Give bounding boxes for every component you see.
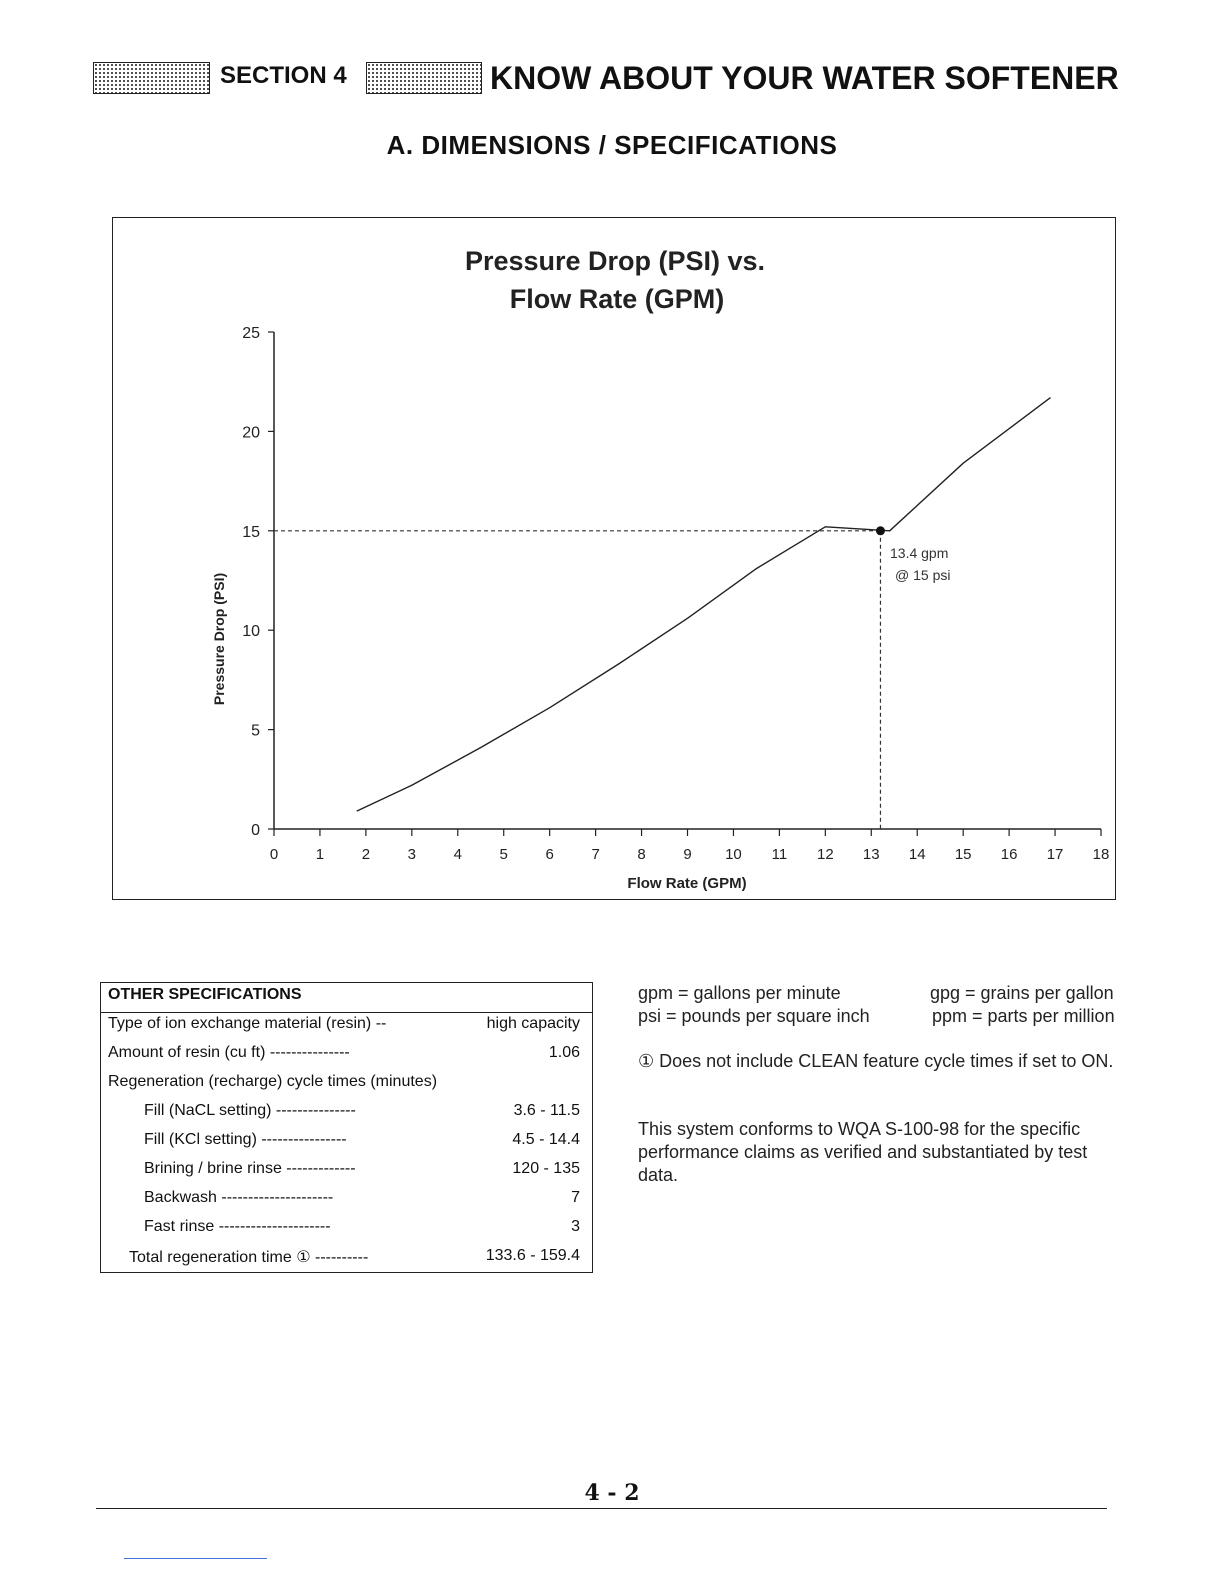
- x-tick-label: 0: [269, 846, 279, 863]
- x-tick-label: 1: [315, 846, 325, 863]
- spec-value: 4.5 - 14.4: [512, 1131, 580, 1148]
- chart-title-line1: Pressure Drop (PSI) vs.: [464, 246, 766, 276]
- section-hatch-box-left: [93, 62, 210, 94]
- x-tick-label: 15: [954, 846, 972, 863]
- x-tick-label: 8: [637, 846, 646, 863]
- spec-label: Fast rinse ---------------------: [144, 1218, 331, 1235]
- table-row: [101, 1015, 592, 1041]
- table-row: [101, 1073, 592, 1099]
- y-tick-label: 0: [251, 822, 260, 839]
- table-row: [101, 1218, 592, 1244]
- note-gpm: gpm = gallons per minute: [638, 983, 841, 1003]
- table-row: [101, 1102, 592, 1128]
- y-tick-label: 20: [242, 424, 260, 442]
- x-tick-label: 14: [908, 846, 926, 863]
- spec-label: Total regeneration time ① ----------: [129, 1249, 369, 1266]
- note-footnote: ① Does not include CLEAN feature cycle times if set to ON.: [638, 1051, 1114, 1071]
- note-conformance: This system conforms to WQA S-100-98 for the specific performance claims as verified and substantiated by test data.: [638, 1119, 1088, 1185]
- note-ppm: ppm = parts per million: [932, 1006, 1115, 1026]
- spec-value: 7: [571, 1189, 580, 1206]
- x-tick-label: 10: [725, 846, 742, 863]
- section-subtitle: A. DIMENSIONS / SPECIFICATIONS: [386, 130, 838, 160]
- spec-value: high capacity: [486, 1015, 580, 1032]
- x-tick-label: 16: [1000, 846, 1018, 863]
- y-tick-label: 5: [251, 722, 260, 740]
- x-tick-label: 6: [545, 846, 554, 863]
- reference-point-marker: [876, 526, 885, 535]
- spec-value: 1.06: [548, 1044, 580, 1061]
- x-tick-label: 18: [1092, 846, 1110, 863]
- spec-label: Type of ion exchange material (resin) --: [108, 1015, 387, 1032]
- spec-value: 133.6 - 159.4: [485, 1247, 580, 1264]
- pressure-drop-chart: [113, 218, 1117, 901]
- table-row: [101, 1189, 592, 1215]
- page-title: KNOW ABOUT YOUR WATER SOFTENER: [490, 60, 1119, 96]
- annotation-pressure: @ 15 psi: [895, 567, 951, 583]
- section-hatch-box-right: [366, 62, 482, 94]
- chart-title-line2: Flow Rate (GPM): [509, 284, 725, 314]
- x-tick-label: 4: [453, 846, 462, 863]
- other-specifications-table: [100, 982, 593, 1273]
- note-psi: psi = pounds per square inch: [638, 1006, 870, 1026]
- spec-value: 3: [571, 1218, 580, 1235]
- x-tick-label: 2: [361, 846, 371, 863]
- y-tick-label: 15: [242, 523, 260, 541]
- table-row: [101, 1160, 592, 1186]
- x-tick-label: 17: [1046, 846, 1064, 863]
- annotation-flow: 13.4 gpm: [890, 545, 949, 561]
- x-tick-label: 13: [862, 846, 880, 863]
- spec-label: Amount of resin (cu ft) ---------------: [108, 1044, 350, 1061]
- spec-label: Fill (NaCL setting) ---------------: [144, 1102, 356, 1119]
- spec-value: 120 - 135: [512, 1160, 580, 1177]
- y-tick-label: 10: [242, 623, 260, 641]
- x-tick-label: 3: [407, 846, 417, 863]
- x-axis-label: Flow Rate (GPM): [627, 875, 747, 892]
- specs-header: OTHER SPECIFICATIONS: [101, 983, 592, 1013]
- table-row: [101, 1131, 592, 1157]
- spec-label: Fill (KCl setting) ----------------: [144, 1131, 347, 1148]
- table-row: [101, 1044, 592, 1070]
- blue-underline: [124, 1558, 267, 1559]
- x-tick-label: 12: [816, 846, 834, 863]
- x-tick-label: 11: [771, 846, 788, 863]
- spec-value: 3.6 - 11.5: [513, 1102, 580, 1119]
- spec-label: Regeneration (recharge) cycle times (minutes): [108, 1073, 438, 1090]
- pressure-drop-series-line: [357, 398, 1051, 811]
- x-tick-label: 7: [591, 846, 600, 863]
- chart-frame: [112, 217, 1116, 900]
- x-tick-label: 9: [683, 846, 692, 863]
- section-label: SECTION 4: [220, 62, 347, 89]
- y-tick-label: 25: [242, 325, 260, 342]
- page-number: 4 - 2: [584, 1480, 640, 1506]
- note-gpg: gpg = grains per gallon: [930, 983, 1114, 1003]
- table-row: [101, 1247, 592, 1273]
- spec-label: Backwash ---------------------: [144, 1189, 334, 1206]
- y-axis-label: Pressure Drop (PSI): [211, 572, 227, 706]
- spec-label: Brining / brine rinse -------------: [144, 1160, 356, 1177]
- x-tick-label: 5: [499, 846, 508, 863]
- footer-divider: [96, 1508, 1107, 1509]
